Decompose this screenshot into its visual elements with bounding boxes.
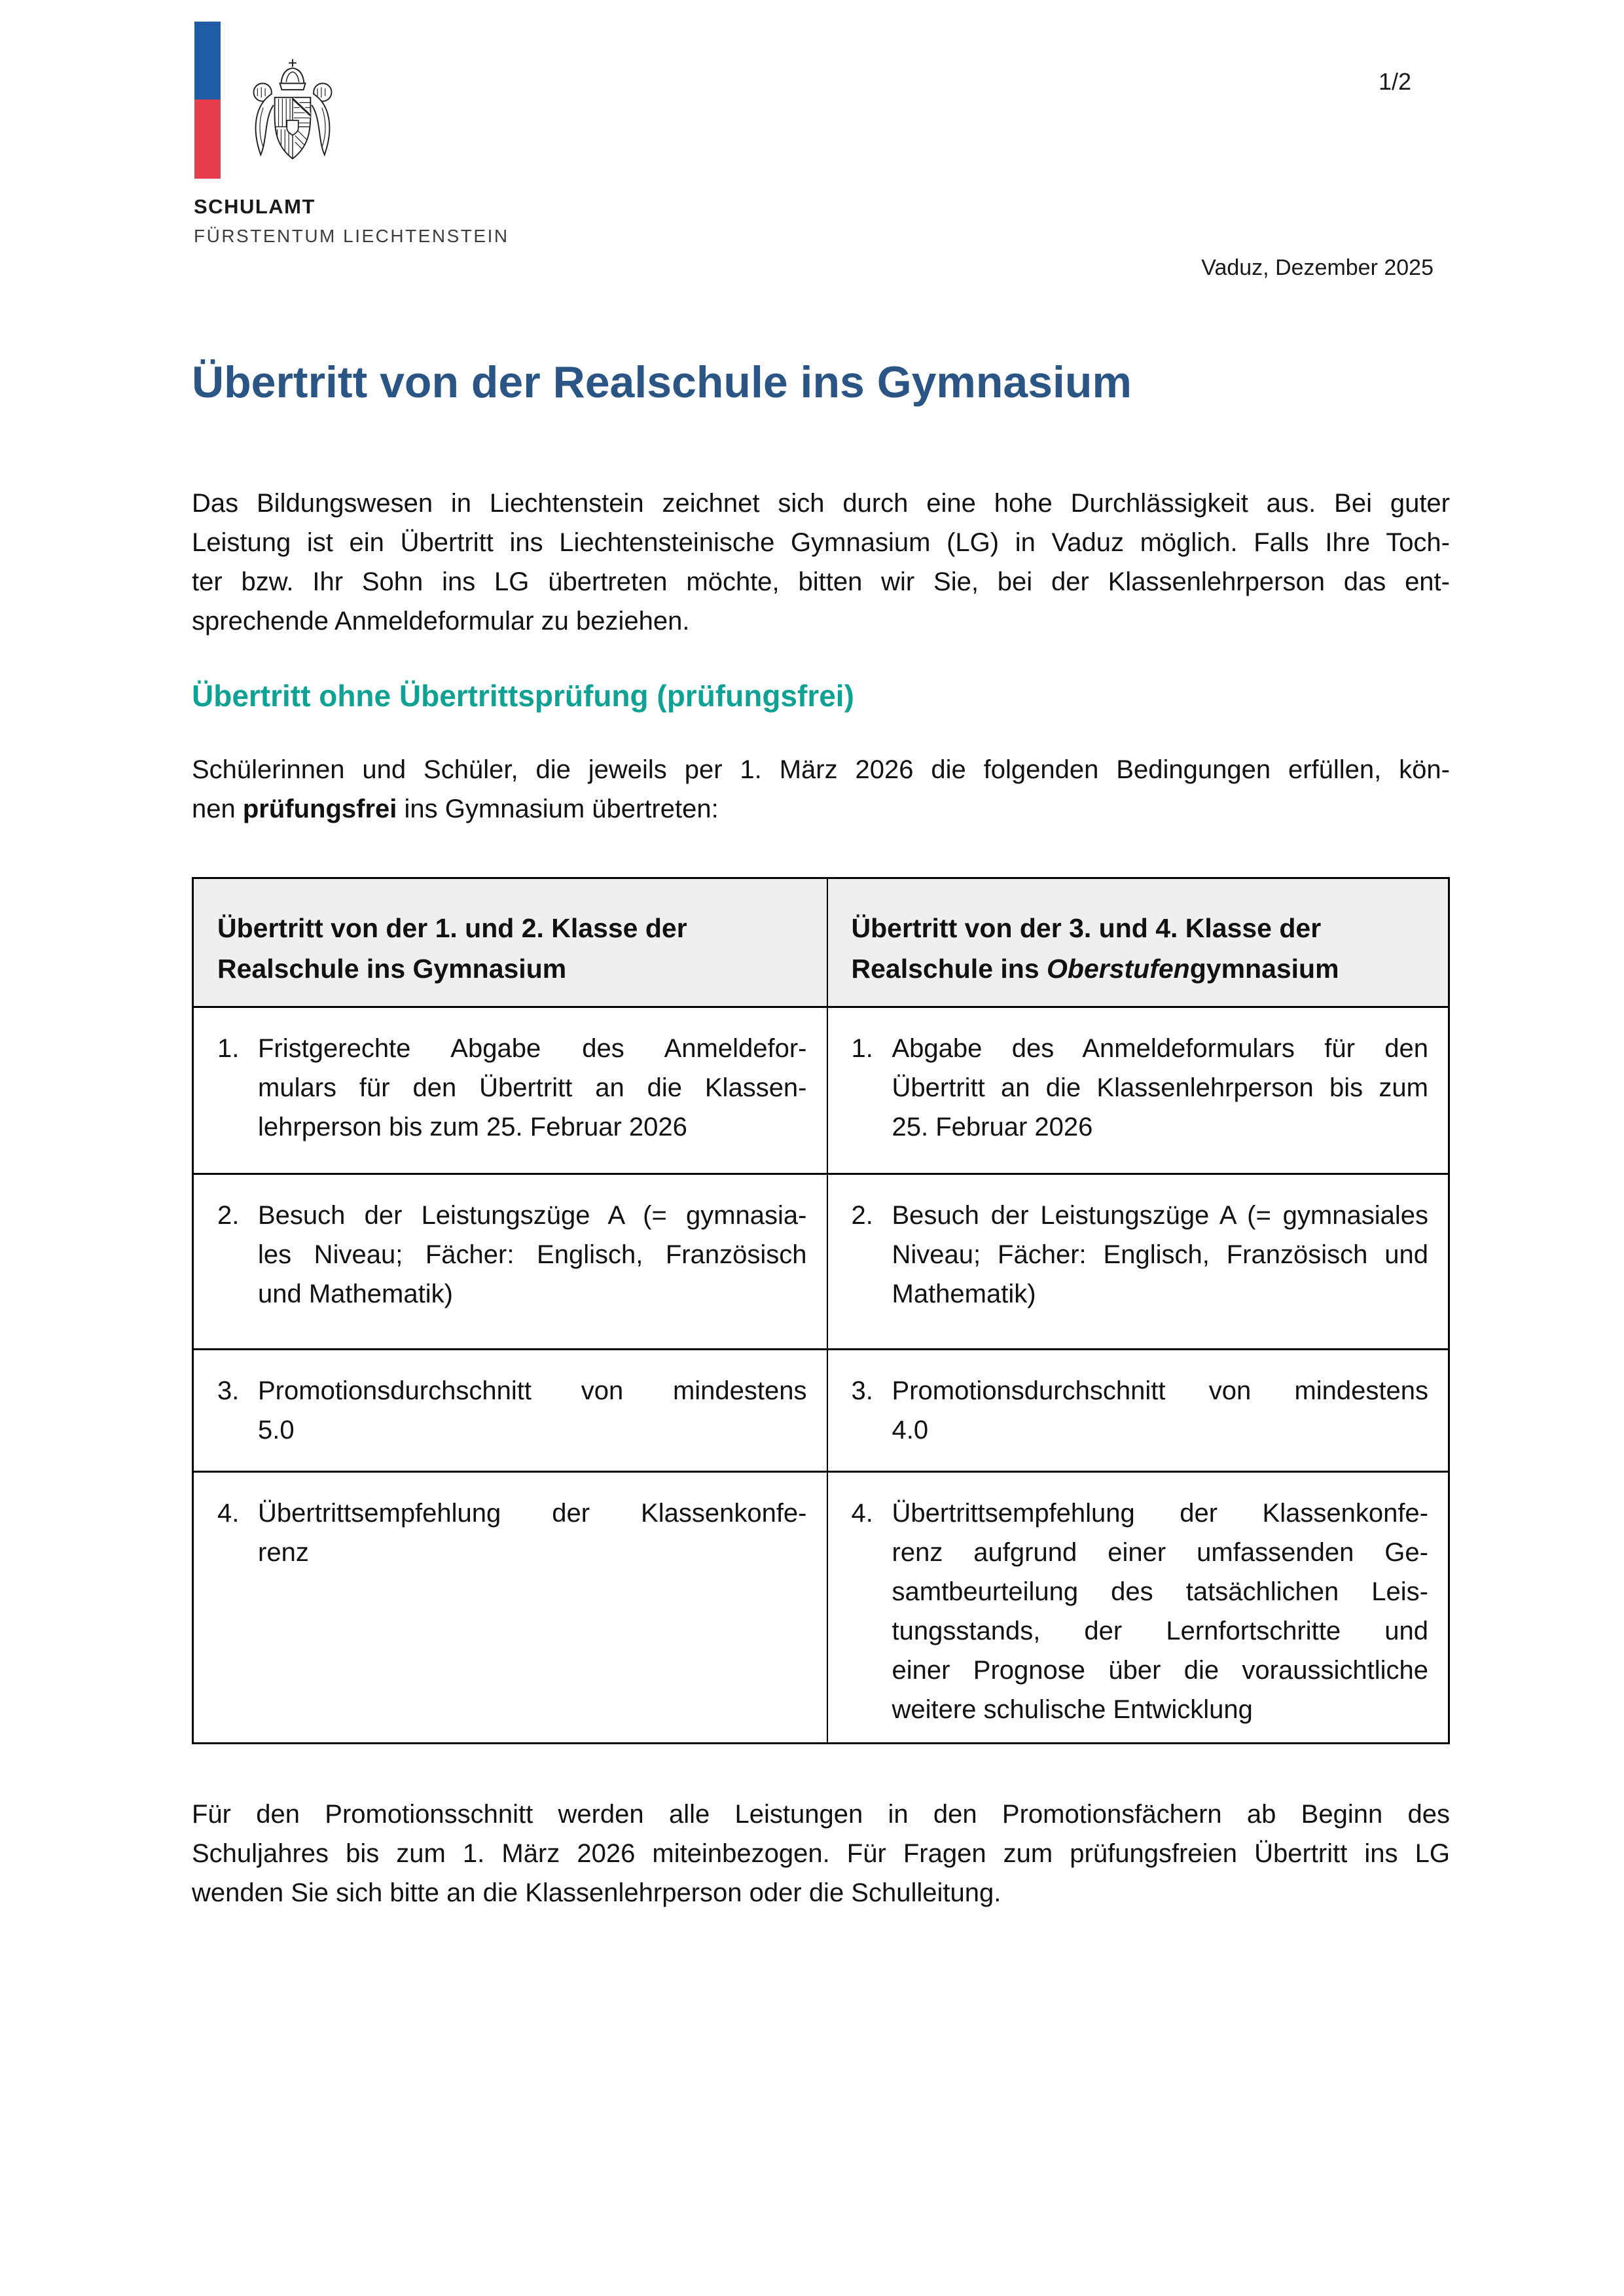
logo-color-bar [194, 22, 221, 179]
document-title: Übertritt von der Realschule ins Gymnasium [192, 357, 1132, 407]
page-number: 1/2 [1378, 68, 1411, 95]
text-line [192, 789, 1450, 829]
item-number: 3. [851, 1376, 873, 1405]
table-cell [193, 1472, 827, 1744]
header-line: Übertritt von der 3. und 4. Klasse der [851, 913, 1322, 943]
item-line: Promotionsdurchschnitt von mindestens [258, 1376, 807, 1405]
closing-paragraph [192, 1795, 1450, 1912]
item-line: und Mathematik) [258, 1280, 453, 1308]
item-number: 1. [851, 1034, 873, 1063]
table-cell [193, 1174, 827, 1350]
place-date: Vaduz, Dezember 2025 [1201, 255, 1434, 280]
logo-bar-blue [194, 22, 221, 99]
item-number: 3. [217, 1376, 240, 1405]
table-cell [827, 1007, 1449, 1174]
item-number: 4. [217, 1499, 240, 1528]
item-line: renz aufgrund einer umfassenden Ge- [892, 1538, 1428, 1567]
item-number: 4. [851, 1499, 873, 1528]
header-line: Realschule ins Gymnasium [217, 954, 567, 984]
coat-of-arms-icon [242, 57, 344, 180]
item-line: Fristgerechte Abgabe des Anmeldefor- [258, 1034, 807, 1063]
text-line: Für den Promotionsschnitt werden alle Leistungen in den Promotionsfächern ab Beginn des [192, 1800, 1450, 1829]
text-line: Leistung ist ein Übertritt ins Liechtensteinische Gymnasium (LG) in Vaduz möglich. Falls Ihre Toch- [192, 528, 1450, 557]
org-name: SCHULAMT [194, 195, 316, 218]
text-line: sprechende Anmeldeformular zu beziehen. [192, 607, 690, 636]
item-line: einer Prognose über die voraussichtliche [892, 1656, 1428, 1685]
item-line: mulars für den Übertritt an die Klassen- [258, 1073, 807, 1102]
lead-paragraph [192, 750, 1450, 829]
item-line: Übertrittsempfehlung der Klassenkonfe- [258, 1499, 807, 1528]
item-line: Mathematik) [892, 1280, 1036, 1308]
header-line [852, 948, 1429, 989]
item-line: tungsstands, der Lernfortschritte und [892, 1617, 1428, 1645]
logo-bar-red [194, 99, 221, 179]
text-span: Realschule ins [851, 954, 1047, 984]
item-line: lehrperson bis zum 25. Februar 2026 [258, 1113, 687, 1141]
table-row [193, 1472, 1449, 1744]
table-cell [827, 1174, 1449, 1350]
item-line: Niveau; Fächer: Englisch, Französisch und [892, 1240, 1428, 1269]
item-line: renz [258, 1538, 309, 1567]
emphasis-text: prüfungsfrei [242, 795, 397, 823]
table-cell [193, 1007, 827, 1174]
text-line: wenden Sie sich bitte an die Klassenlehrperson oder die Schulleitung. [192, 1878, 1001, 1907]
item-line: 25. Februar 2026 [892, 1113, 1093, 1141]
table-row [193, 1007, 1449, 1174]
section-heading: Übertritt ohne Übertrittsprüfung (prüfungsfrei) [192, 679, 854, 713]
item-number: 1. [217, 1034, 240, 1063]
table-cell [193, 1350, 827, 1472]
item-line: les Niveau; Fächer: Englisch, Französisch [258, 1240, 807, 1269]
item-line: weitere schulische Entwicklung [892, 1695, 1253, 1724]
item-line: Besuch der Leistungszüge A (= gymnasiales [892, 1201, 1428, 1230]
intro-paragraph [192, 484, 1450, 641]
item-line: Übertrittsempfehlung der Klassenkonfe- [892, 1499, 1428, 1528]
table-header-cell-right [827, 878, 1449, 1007]
item-line: Abgabe des Anmeldeformulars für den [892, 1034, 1428, 1063]
item-line: samtbeurteilung des tatsächlichen Leis- [892, 1577, 1428, 1606]
item-line: Übertritt an die Klassenlehrperson bis zum [892, 1073, 1428, 1102]
text-span: nen [192, 795, 243, 823]
table-row [193, 1350, 1449, 1472]
italic-text: Oberstufen [1047, 954, 1190, 984]
text-line: ter bzw. Ihr Sohn ins LG übertreten möchte, bitten wir Sie, bei der Klassenlehrperson das ent- [192, 567, 1450, 596]
text-line: Das Bildungswesen in Liechtenstein zeichnet sich durch eine hohe Durchlässigkeit aus. Bei guter [192, 489, 1450, 518]
table-header-cell-left [193, 878, 827, 1007]
item-line: Besuch der Leistungszüge A (= gymnasia- [258, 1201, 807, 1230]
table-row [193, 1174, 1449, 1350]
text-span: ins Gymnasium übertreten: [397, 795, 719, 823]
text-span: gymnasium [1189, 954, 1339, 984]
table-cell [827, 1472, 1449, 1744]
org-country: FÜRSTENTUM LIECHTENSTEIN [194, 226, 509, 246]
text-line: Schülerinnen und Schüler, die jeweils per 1. März 2026 die folgenden Bedingungen erfüllen, kön- [192, 755, 1450, 784]
text-line: Schuljahres bis zum 1. März 2026 miteinbezogen. Für Fragen zum prüfungsfreien Übertritt ins LG [192, 1839, 1450, 1868]
table-header-row [193, 878, 1449, 1007]
item-number: 2. [851, 1201, 873, 1230]
item-line: Promotionsdurchschnitt von mindestens [892, 1376, 1428, 1405]
header-line: Übertritt von der 1. und 2. Klasse der [217, 913, 687, 943]
item-line: 5.0 [258, 1416, 295, 1444]
table-cell [827, 1350, 1449, 1472]
item-line: 4.0 [892, 1416, 929, 1444]
item-number: 2. [217, 1201, 240, 1230]
conditions-table [192, 877, 1450, 1744]
